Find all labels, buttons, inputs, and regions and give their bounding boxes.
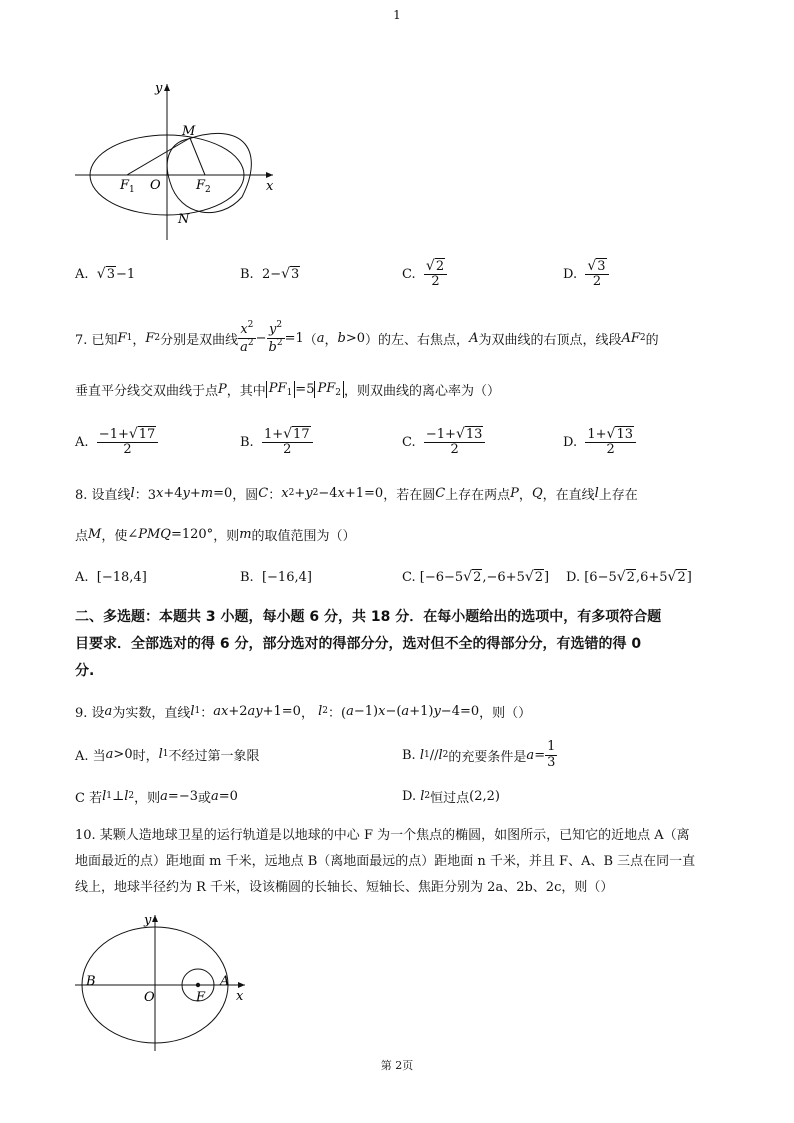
q9-option-a: A. 当 a >0 时， l 1 不经过第一象限 [75, 746, 260, 764]
fig1-label-f1: F [120, 178, 130, 193]
q9-stem: 9. 设 a 为实数，直线 l 1 ： ax +2 ay +1=0 ， l 2 ：( a −1) x −( a +1) y −4=0 ，则（） [75, 703, 532, 721]
fig1-label-x: x [266, 179, 274, 194]
q9-option-c: C 若 l 1 ⊥ l 2 ，则 a =−3 或 a =0 [75, 788, 238, 806]
figure-ellipse-circle [70, 72, 285, 244]
fig1-label-f1-sub: 1 [129, 185, 135, 195]
fig1-label-f2-sub: 2 [205, 185, 211, 195]
q10-line2: 地面最近的点）距地面 m 千米，远地点 B（离地面最远的点）距地面 n 千米，并且 F、A、B 三点在同一直 [75, 854, 696, 869]
section2-line3: 分. [75, 663, 95, 679]
q7-option-c: C. $\frac{-1+√13}{2}$ [402, 420, 485, 464]
q7-option-b: B. $\frac{1+√17}{2}$ [240, 420, 313, 464]
section2-line1: 二、多选题：本题共 3 小题，每小题 6 分，共 18 分．在每小题给出的选项中，有多项符合题 [75, 609, 662, 625]
fig1-label-f2: F [196, 178, 206, 193]
q10-stem [75, 823, 735, 901]
q9-option-b: B. l 1 // l 2 的充要条件是 a = $\frac{1}{3}$ [402, 739, 556, 770]
q7-option-d: D. $\frac{1+√13}{2}$ [563, 420, 636, 464]
fig2-label-f: F [196, 990, 206, 1005]
fig2-label-y: y [144, 913, 152, 928]
fig1-label-y: y [155, 81, 163, 96]
fig1-label-m: M [182, 124, 196, 139]
q7-line2: 垂直平分线交双曲线于点 P ，其中 $PF_1$ =5 $PF_2$ ，则双曲线的离心率为（） [75, 380, 500, 399]
section2-line2: 目要求．全部选对的得 6 分，部分选对的得部分分，选对但不全的得部分分，有选错的得 0 [75, 636, 642, 652]
q8-line1: 8. 设直线 l ：3 x +4 y + m =0 ，圆 C ： x 2 + y 2 −4 x +1=0 ，若在圆 C 上存在两点 P ， Q ，在直线 l 上存在 [75, 485, 638, 503]
q9-option-d: D. l 2 恒过点 (2,2) [402, 788, 500, 806]
q10-line1: 10. 某颗人造地球卫星的运行轨道是以地球的中心 F 为一个焦点的椭圆，如图所示，已知它的近地点 A（离 [75, 828, 690, 843]
q6-option-a: A. √ 3 −1 [75, 266, 136, 282]
fig2-label-x: x [236, 989, 244, 1004]
q8-option-a: A. [−18,4] [75, 569, 147, 585]
q8-option-d: D. [6−5 √ 2 ,6+5 √ 2 ] [566, 569, 692, 585]
q6-option-b: B. 2− √ 3 [240, 266, 300, 282]
q10-line3: 线上，地球半径约为 R 千米，设该椭圆的长轴长、短轴长、焦距分别为 2a、2b、2c，则（） [75, 880, 614, 895]
q8-line2: 点 M ，使 ∠ PMQ =120° ，则 m 的取值范围为（） [75, 526, 356, 544]
q6-option-c: C. $\frac{√2}{2}$ [402, 252, 447, 296]
fig2-label-a: A [220, 974, 230, 989]
q7-line1: 7. 已知 F 1 ， F 2 分别是双曲线 $\frac{x^2}{a^2}$ − $\frac{y^2}{b^2}$ =1 （ a ， b >0 ）的左、右焦点， A 为双曲线的右顶点，线段 AF 2 的 [75, 320, 659, 355]
q7-option-a: A. $\frac{-1+√17}{2}$ [75, 420, 158, 464]
fig2-label-b: B [86, 974, 96, 989]
fig1-label-n: N [178, 212, 190, 227]
figure-satellite-orbit [70, 905, 255, 1055]
page-footer: 第 2页 [380, 1059, 414, 1072]
page-number: 1 [393, 8, 401, 22]
section2-heading [75, 604, 735, 685]
q8-option-b: B. [−16,4] [240, 569, 312, 585]
fig1-label-o: O [150, 178, 161, 193]
q8-option-c: C. [−6−5 √ 2 ,−6+5 √ 2 ] [402, 569, 550, 585]
fig2-label-o: O [144, 990, 155, 1005]
q6-option-d: D. $\frac{√3}{2}$ [563, 252, 609, 296]
